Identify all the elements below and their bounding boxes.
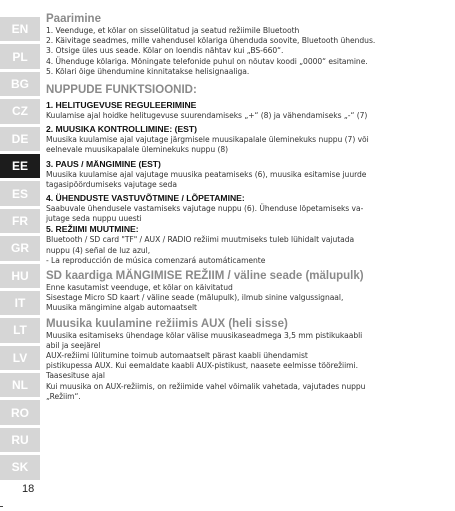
language-tab-gr: GR bbox=[0, 236, 40, 260]
language-tab-es: ES bbox=[0, 181, 40, 205]
function-text: nuppu (4) señal de luz azul, bbox=[46, 245, 151, 255]
page-number: 18 bbox=[22, 483, 35, 495]
language-tab-cz: CZ bbox=[0, 99, 40, 123]
language-tab-lt: LT bbox=[0, 318, 40, 342]
function-text: jutage seda nuppu uuesti bbox=[46, 214, 142, 224]
language-tab-lv: LV bbox=[0, 346, 40, 370]
aux-mode-title: Muusika kuulamine režiimis AUX (heli sisse) bbox=[46, 317, 288, 330]
sd-mode-title: SD kaardiga MÄNGIMISE REŽIIM / väline seade (mälupulk) bbox=[46, 270, 364, 283]
pairing-step: 4. Ühenduge kõlariga. Mõningate telefonide puhul on nõutav koodi „0000“ esitamine. bbox=[46, 56, 368, 66]
function-text: Muusika kuulamise ajal vajutage muusika peatamiseks (6), muusika esitamise juurde bbox=[46, 169, 367, 179]
aux-mode-text: Muusika esitamiseks ühendage kõlar välise muusikaseadmega 3,5 mm pistikukaabli bbox=[46, 330, 363, 340]
language-sidebar bbox=[0, 17, 40, 483]
pairing-title: Paarimine bbox=[46, 13, 101, 25]
sd-mode-text: Sisestage Micro SD kaart / väline seade (mälupulk), ilmub sinine valgussignaal, bbox=[46, 293, 344, 303]
language-tab-ee: EE bbox=[0, 154, 40, 178]
aux-mode-text: AUX-režiimi lülitumine toimub automaatselt pärast kaabli ühendamist bbox=[46, 351, 308, 361]
function-text: Bluetooth / SD card "TF" / AUX / RADIO režiimi muutmiseks tuleb lühidalt vajutada bbox=[46, 235, 355, 245]
language-tab-pl: PL bbox=[0, 44, 40, 68]
corner-mark bbox=[0, 506, 3, 507]
function-text: tagasipöördumiseks vajutage seda bbox=[46, 179, 177, 189]
language-tab-de: DE bbox=[0, 127, 40, 151]
language-tab-bg: BG bbox=[0, 72, 40, 96]
function-text: - La reproducción de música comenzará automáticamente bbox=[46, 255, 266, 265]
pairing-step: 5. Kõlari õige ühendumine kinnitatakse helisignaaliga. bbox=[46, 66, 250, 76]
aux-mode-text: Kui muusika on AUX-režiimis, on režiimide vahel võimalik vahetada, vajutades nuppu bbox=[46, 381, 366, 391]
function-text: Saabuvale ühendusele vastamiseks vajutage nuppu (6). Ühenduse lõpetamiseks va- bbox=[46, 204, 364, 214]
language-tab-it: IT bbox=[0, 291, 40, 315]
function-heading: 2. MUUSIKA KONTROLLIMINE: (EST) bbox=[46, 124, 198, 135]
sd-mode-text: Muusika mängimine algab automaatselt bbox=[46, 303, 197, 313]
aux-mode-text: „Režiim“. bbox=[46, 391, 81, 401]
button-functions-title: NUPPUDE FUNKTSIOONID: bbox=[46, 84, 197, 97]
pairing-steps bbox=[46, 26, 442, 77]
function-text: eelnevale muusikapalale üleminekuks nuppu (8) bbox=[46, 145, 229, 155]
aux-mode-text: pistikupessa AUX. Kui eemaldate kaabli AUX-pistikust, naasete eelmisse töörežiimi. bbox=[46, 361, 358, 371]
aux-mode-text: Taasesituse ajal bbox=[46, 371, 105, 381]
pairing-step: 3. Otsige üles uus seade. Kõlar on loendis nähtav kui „BS-660“. bbox=[46, 46, 284, 56]
language-tab-ro: RO bbox=[0, 400, 40, 424]
language-tab-en: EN bbox=[0, 17, 40, 41]
language-tab-fr: FR bbox=[0, 209, 40, 233]
sd-mode-text: Enne kasutamist veenduge, et kõlar on käivitatud bbox=[46, 283, 233, 293]
function-heading: 5. REŽIIMI MUUTMINE: bbox=[46, 224, 139, 235]
manual-content bbox=[46, 12, 442, 402]
function-heading: 4. ÜHENDUSTE VASTUVÕTMINE / LÕPETAMINE: bbox=[46, 193, 245, 204]
function-text: Muusika kuulamise ajal vajutage järgmisele muusikapalale üleminekuks nuppu (7) või bbox=[46, 135, 369, 145]
function-heading: 3. PAUS / MÄNGIMINE (EST) bbox=[46, 158, 161, 169]
language-tab-ru: RU bbox=[0, 428, 40, 452]
language-tab-sk: SK bbox=[0, 455, 40, 479]
function-text: Kuulamise ajal hoidke helitugevuse suurendamiseks „+“ (8) ja vähendamiseks „-“ (7) bbox=[46, 111, 368, 121]
pairing-step: 1. Veenduge, et kõlar on sisselülitatud ja seatud režiimile Bluetooth bbox=[46, 26, 300, 35]
language-tab-nl: NL bbox=[0, 373, 40, 397]
function-heading: 1. HELITUGEVUSE REGULEERIMINE bbox=[46, 100, 197, 111]
pairing-step: 2. Käivitage seadmes, mille vahendusel kõlariga ühenduda soovite, Bluetooth ühendus. bbox=[46, 36, 376, 46]
language-tab-hu: HU bbox=[0, 264, 40, 288]
aux-mode-text: abil ja seejärel bbox=[46, 340, 101, 350]
